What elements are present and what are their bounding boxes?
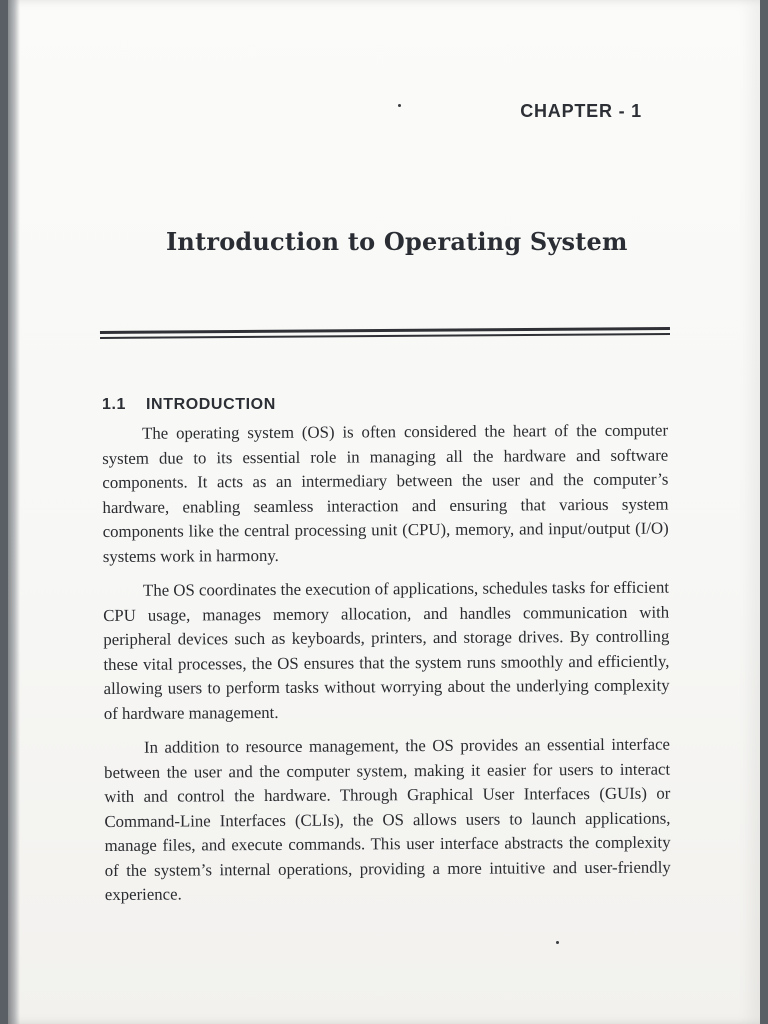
book-page xyxy=(8,0,760,1024)
title-divider xyxy=(100,327,670,339)
paragraph: In addition to resource management, the OS provides an essential interface between the user and the computer system, making it easier for users to interact with and control the hardware. Through Graphical User Interfaces (GUIs) or Command-Line Interfaces (CLIs), the OS allows users to launch applications, manage files, and execute commands. This user interface abstracts the complexity of the system’s internal operations, providing a more intuitive and user-friendly experience. xyxy=(104,734,671,904)
section-title: INTRODUCTION xyxy=(146,396,276,413)
page-binding-shadow xyxy=(8,0,20,1024)
print-speck xyxy=(398,104,401,107)
divider-line-thin xyxy=(100,333,670,339)
paragraph: The OS coordinates the execution of applications, schedules tasks for efficient CPU usage, manages memory allocation, and handles communication with peripheral devices such as keyboards, printers, and storage drives. By controlling these vital processes, the OS ensures that the system runs smoothly and efficiently, allowing users to perform tasks without worrying about the underlying complexity of hardware management. xyxy=(103,577,670,723)
section-heading xyxy=(102,396,276,414)
section-number: 1.1 xyxy=(102,396,127,413)
paragraph: The operating system (OS) is often considered the heart of the computer system due to its essential role in managing all the hardware and software components. It acts as an intermediary between the user and the computer’s hardware, enabling seamless interaction and ensuring that various system components like the central processing unit (CPU), memory, and input/output (I/O) systems work in harmony. xyxy=(102,420,669,566)
chapter-title: Introduction to Operating System xyxy=(166,227,628,256)
body-text xyxy=(102,419,671,918)
print-speck xyxy=(556,941,559,944)
chapter-label: CHAPTER - 1 xyxy=(520,101,642,121)
